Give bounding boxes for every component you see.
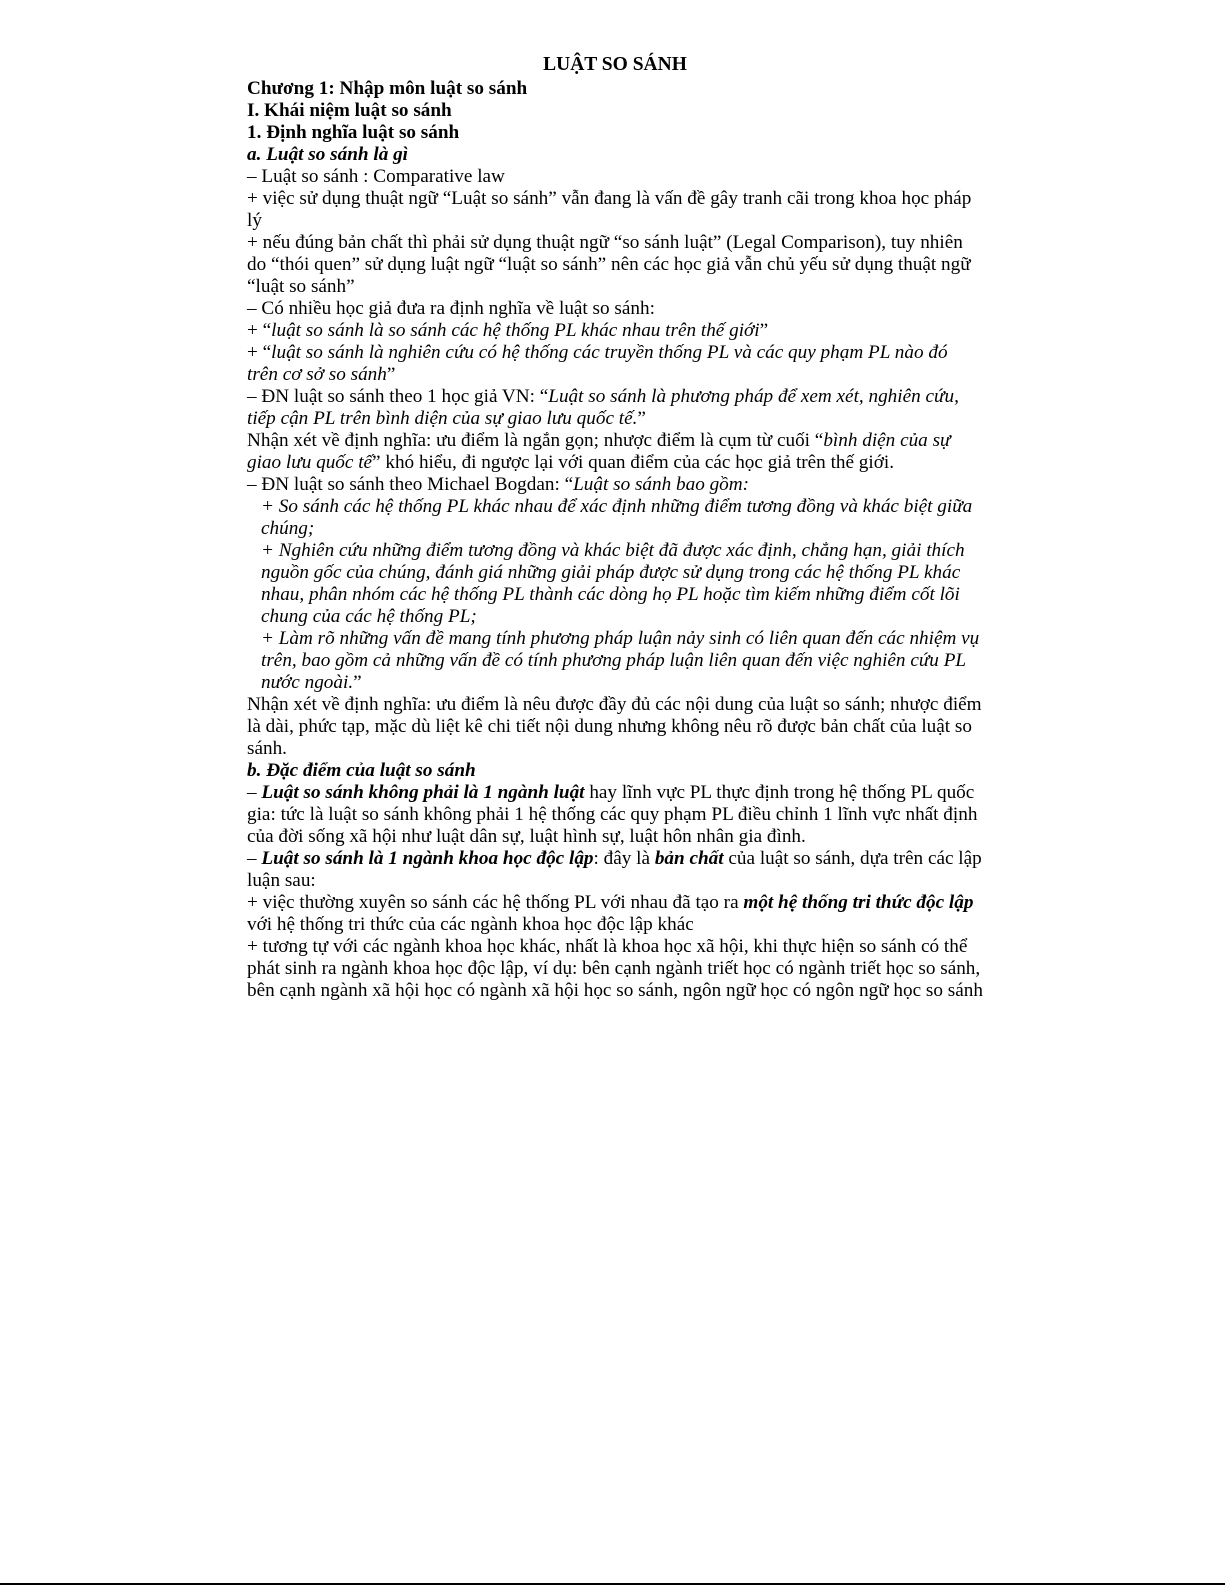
- emphasis: bản chất: [654, 848, 724, 869]
- paragraph: Nhận xét về định nghĩa: ưu điểm là nêu được đầy đủ các nội dung của luật so sánh; nhược điểm là dài, phức tạp, mặc dù liệt kê chi tiết nội dung nhưng không nêu rõ được bản chất của luật so sánh.: [247, 694, 982, 759]
- emphasis: Luật so sánh không phải là 1 ngành luật: [261, 782, 585, 803]
- chapter-heading: Chương 1: Nhập môn luật so sánh: [247, 78, 528, 99]
- italic-quote: + Làm rõ những vấn đề mang tính phương pháp luận nảy sinh có liên quan đến các nhiệm vụ trên, bao gồm cả những vấn đề có tính phương pháp luận liên quan đến việc nghiên cứu PL nước ngoài.: [261, 628, 980, 693]
- text-run: + “: [247, 342, 272, 363]
- emphasis: Luật so sánh là 1 ngành khoa học độc lập: [261, 848, 594, 869]
- paragraph: + tương tự với các ngành khoa học khác, nhất là khoa học xã hội, khi thực hiện so sánh có thể phát sinh ra ngành khoa học độc lập, ví dụ: bên cạnh ngành triết học có ngành triết học so sánh, bên cạnh ngành xã hội học có ngành xã hội học so sánh, ngôn ngữ học có ngôn ngữ học so sánh: [247, 936, 983, 1001]
- italic-quote: luật so sánh là nghiên cứu có hệ thống các truyền thống PL và các quy phạm PL nào đó trên cơ sở so sánh: [247, 342, 948, 385]
- italic-quote: Luật so sánh bao gồm:: [573, 474, 750, 495]
- paragraph: [247, 782, 983, 848]
- text-run: – ĐN luật so sánh theo 1 học giả VN: “: [247, 386, 549, 407]
- text-run: – ĐN luật so sánh theo Michael Bogdan: “: [247, 474, 574, 495]
- italic-quote: Luật so sánh là phương pháp để xem xét, nghiên cứu, tiếp cận PL trên bình diện của sự giao lưu quốc tế.: [247, 386, 959, 429]
- paragraph: + nếu đúng bản chất thì phải sử dụng thuật ngữ “so sánh luật” (Legal Comparison), tuy nhiên do “thói quen” sử dụng luật ngữ “luật so sánh” nên các học giả vẫn chủ yếu sử dụng thuật ngữ “luật so sánh”: [247, 232, 971, 297]
- text-run: hay lĩnh vực PL thực định trong hệ thống PL quốc gia: tức là luật so sánh không phải 1 hệ thống các quy phạm PL điều chỉnh 1 lĩnh vực nhất định của đời sống xã hội như luật dân sự, luật hình sự, luật hôn nhân gia đình.: [247, 782, 978, 847]
- text-run: của luật so sánh, dựa trên các lập luận sau:: [247, 848, 982, 891]
- text-run: –: [247, 782, 262, 803]
- text-run: ”: [353, 672, 362, 693]
- document-title: LUẬT SO SÁNH: [543, 54, 687, 75]
- italic-quote: luật so sánh là so sánh các hệ thống PL khác nhau trên thế giới: [271, 320, 760, 341]
- italic-quote: bình diện của sự giao lưu quốc tế: [247, 430, 951, 473]
- paragraph: [247, 342, 983, 386]
- emphasis: một hệ thống tri thức độc lập: [743, 892, 974, 913]
- text-run: với hệ thống tri thức của các ngành khoa học độc lập khác: [247, 914, 694, 935]
- paragraph: [247, 848, 983, 892]
- italic-list-item: + Nghiên cứu những điểm tương đồng và khác biệt đã được xác định, chẳng hạn, giải thích nguồn gốc của chúng, đánh giá những giải pháp được sử dụng trong các hệ thống PL khác nhau, phân nhóm các hệ thống PL thành các dòng họ PL hoặc tìm kiếm những điểm cốt lõi chung của các hệ thống PL;: [261, 540, 965, 627]
- paragraph: – Có nhiều học giả đưa ra định nghĩa về luật so sánh:: [247, 298, 655, 319]
- section-heading: I. Khái niệm luật so sánh: [247, 100, 452, 121]
- paragraph: [247, 386, 983, 430]
- paragraph: + việc sử dụng thuật ngữ “Luật so sánh” vẫn đang là vấn đề gây tranh cãi trong khoa học pháp lý: [247, 188, 972, 231]
- text-run: ” khó hiểu, đi ngược lại với quan điểm của các học giả trên thế giới.: [372, 452, 895, 473]
- document-page: [247, 54, 983, 1002]
- text-run: ”: [637, 408, 646, 429]
- subheading-a: a. Luật so sánh là gì: [247, 144, 409, 165]
- italic-list-item: [247, 628, 983, 694]
- text-run: Nhận xét về định nghĩa: ưu điểm là ngắn gọn; nhược điểm là cụm từ cuối “: [247, 430, 824, 451]
- paragraph: [247, 892, 983, 936]
- subsection-heading: 1. Định nghĩa luật so sánh: [247, 122, 460, 143]
- italic-list-item: + So sánh các hệ thống PL khác nhau để xác định những điểm tương đồng và khác biệt giữa chúng;: [261, 496, 973, 539]
- paragraph: [247, 474, 983, 496]
- text-run: ”: [759, 320, 769, 341]
- text-run: + “: [247, 320, 272, 341]
- paragraph: – Luật so sánh : Comparative law: [247, 166, 505, 187]
- paragraph: [247, 320, 983, 342]
- text-run: ”: [386, 364, 396, 385]
- text-run: –: [247, 848, 262, 869]
- paragraph: [247, 430, 983, 474]
- text-run: : đây là: [593, 848, 655, 869]
- subheading-b: b. Đặc điểm của luật so sánh: [247, 760, 476, 781]
- text-run: + việc thường xuyên so sánh các hệ thống PL với nhau đã tạo ra: [247, 892, 744, 913]
